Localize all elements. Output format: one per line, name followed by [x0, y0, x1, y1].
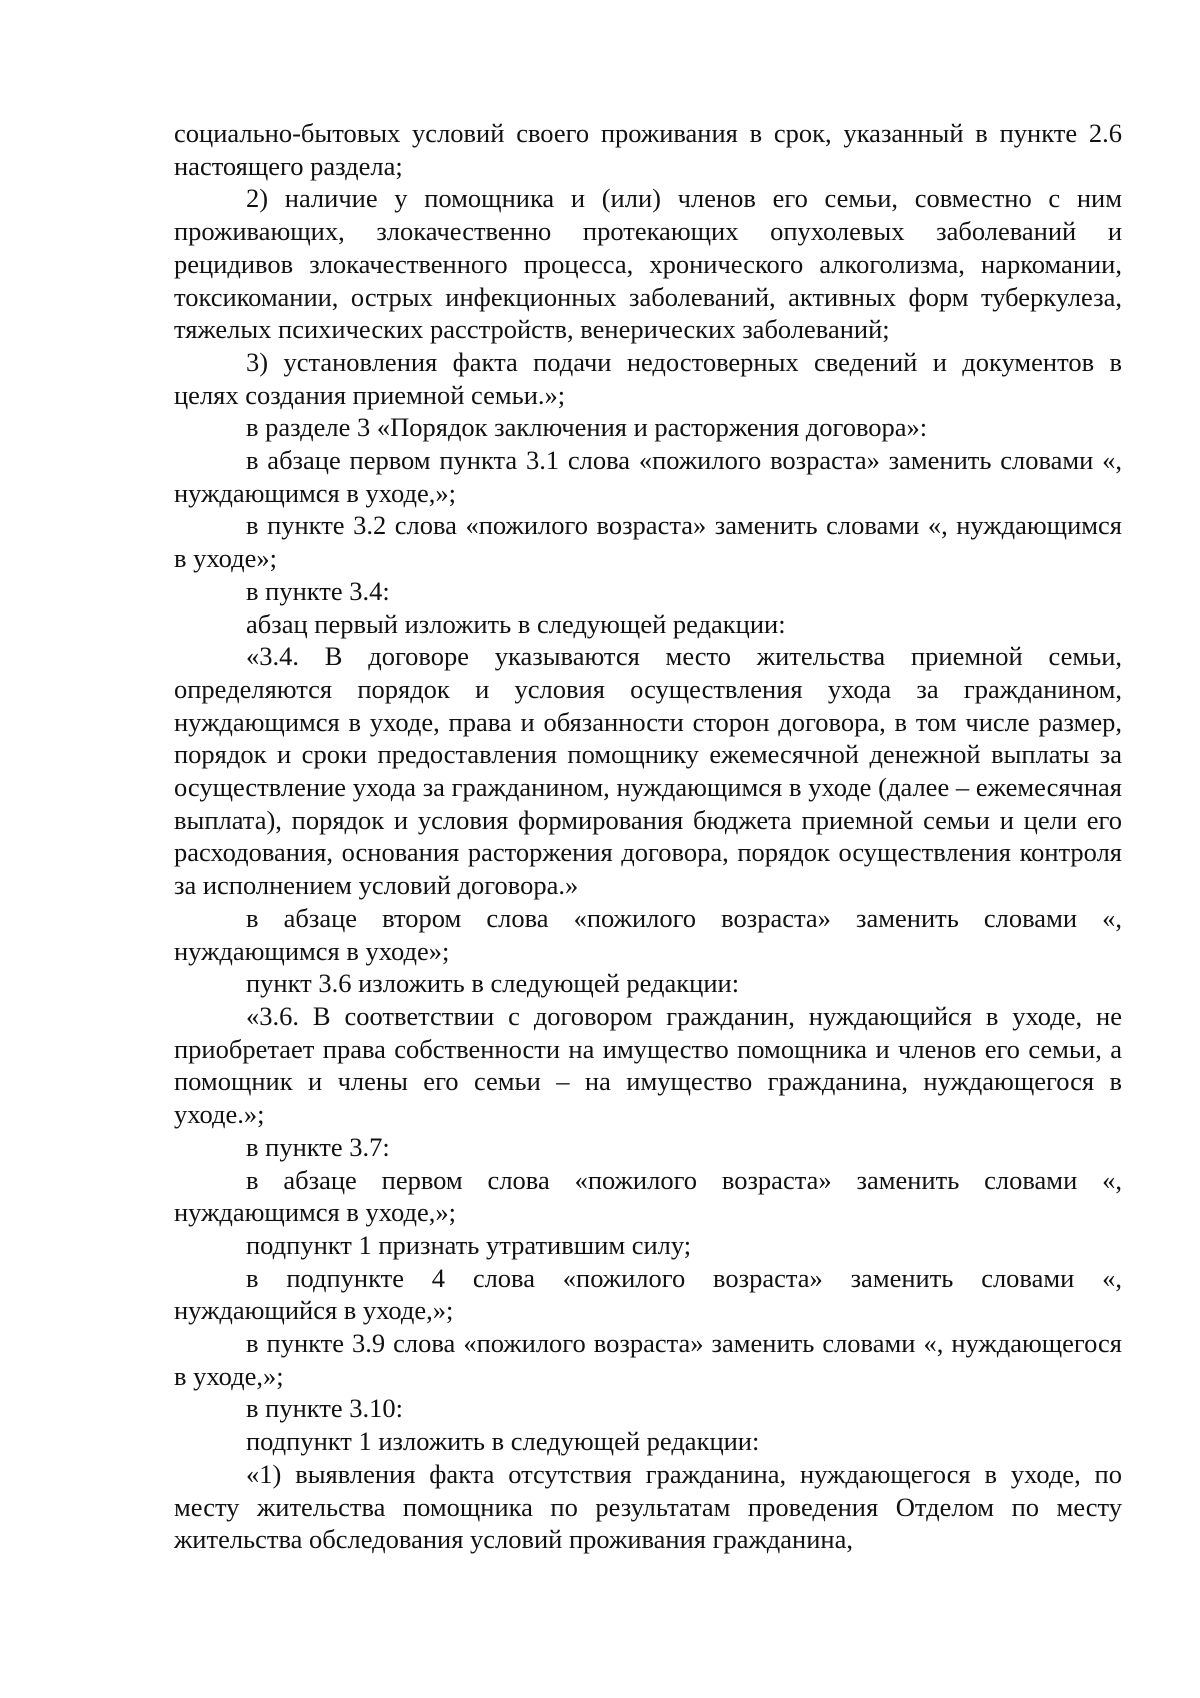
paragraph-point-3-9: в пункте 3.9 слова «пожилого возраста» заменить словами «, нуждающегося в уходе,»;	[174, 1328, 1122, 1391]
paragraph-point-3-7-sub1: подпункт 1 признать утратившим силу;	[246, 1229, 692, 1260]
paragraph-point-3-10-sub1-text: «1) выявления факта отсутствия гражданина, нуждающегося в уходе, по месту жительства помощника по результатам проведения Отделом по месту жительства обследования условий проживания гражданина,	[174, 1458, 1122, 1555]
paragraph-item-3: 3) установления факта подачи недостоверных сведений и документов в целях создания приемной семьи.»;	[174, 346, 1122, 410]
paragraph-point-3-7-first: в абзаце первом слова «пожилого возраста» заменить словами «, нуждающимся в уходе,»;	[174, 1164, 1122, 1228]
paragraph-point-3-6-text: «3.6. В соответствии с договором гражданин, нуждающийся в уходе, не приобретает права собственности на имущество помощника и членов его семьи, а помощник и члены его семьи – на имущество гражданина, нуждающегося в уходе.»;	[174, 1000, 1122, 1130]
paragraph-point-3-1: в абзаце первом пункта 3.1 слова «пожилого возраста» заменить словами «, нуждающимся в уходе,»;	[174, 445, 1122, 508]
paragraph-point-3-6: пункт 3.6 изложить в следующей редакции:	[246, 968, 740, 999]
paragraph-point-3-4: в пункте 3.4:	[246, 575, 390, 606]
paragraph-point-3-7-sub4: в подпункте 4 слова «пожилого возраста» заменить словами «, нуждающийся в уходе,»;	[174, 1262, 1122, 1326]
paragraph-point-3-7: в пункте 3.7:	[246, 1131, 390, 1162]
document-text	[174, 117, 1122, 1556]
paragraph-point-3-4-text: «3.4. В договоре указываются место жительства приемной семьи, определяются порядок и условия осуществления ухода за гражданином, нуждающимся в уходе, права и обязанности сторон договора, в том числе размер, порядок и сроки предоставления помощнику ежемесячной денежной выплаты за осуществление ухода за гражданином, нуждающимся в уходе (далее – ежемесячная выплата), порядок и условия формирования бюджета приемной семьи и цели его расходования, основания расторжения договора, порядок осуществления контроля за исполнением условий договора.»	[174, 641, 1122, 901]
paragraph-point-3-10-sub1: подпункт 1 изложить в следующей редакции:	[246, 1426, 760, 1457]
paragraph-point-3-2: в пункте 3.2 слова «пожилого возраста» заменить словами «, нуждающимся в уходе»;	[174, 510, 1122, 574]
paragraph-continuation: социально-бытовых условий своего проживания в срок, указанный в пункте 2.6 настоящего раздела;	[174, 118, 1122, 181]
paragraph-point-3-4-first: абзац первый изложить в следующей редакции:	[246, 608, 786, 639]
paragraph-point-3-4-second: в абзаце втором слова «пожилого возраста» заменить словами «, нуждающимся в уходе»;	[174, 902, 1122, 966]
paragraph-section-3: в разделе 3 «Порядок заключения и расторжения договора»:	[246, 412, 928, 443]
paragraph-point-3-10: в пункте 3.10:	[246, 1393, 403, 1424]
paragraph-item-2: 2) наличие у помощника и (или) членов его семьи, совместно с ним проживающих, злокачественно протекающих опухолевых заболеваний и рецидивов злокачественного процесса, хронического алкоголизма, наркомании, токсикомании, острых инфекционных заболеваний, активных форм туберкулеза, тяжелых психических расстройств, венерических заболеваний;	[174, 183, 1122, 345]
